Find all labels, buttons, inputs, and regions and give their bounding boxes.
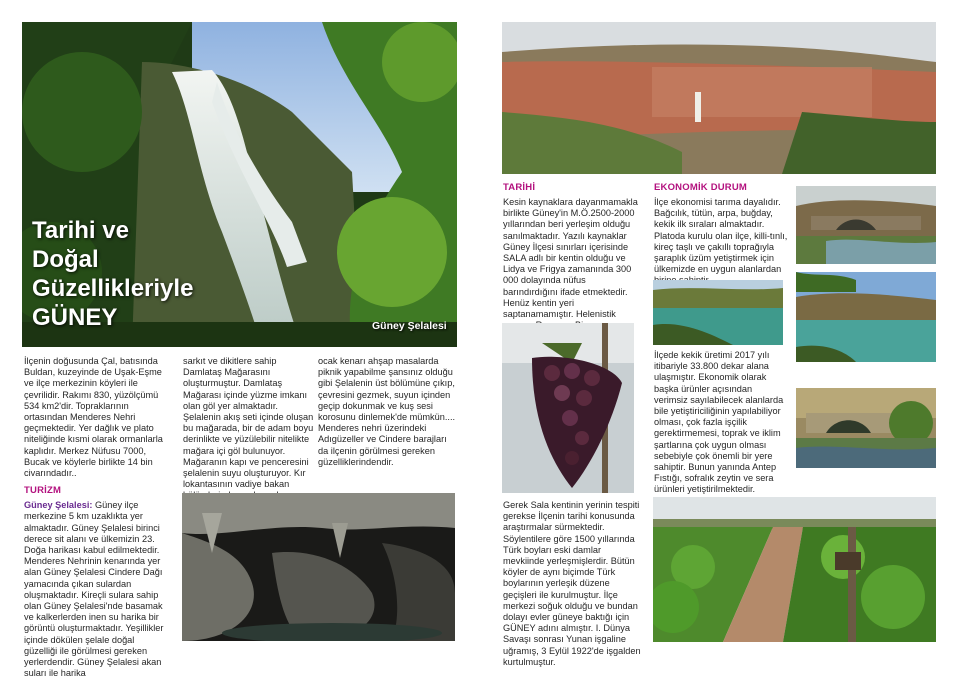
tarihi-heading: TARİHİ (503, 182, 536, 193)
town-panorama-photo (502, 22, 936, 174)
column-3-paragraph: ocak kenarı ahşap masalarda piknik yapabilme şansınız olduğu gibi Şelalenin üst bölümüne çıkıp, çevresini gezmek, suyun içinden geçip dokunmak ve kuş sesi korosunu dinlemek'de mümkün.... Menderes nehri üzerindeki Adıgüzeller ve Cindere barajları da ilçenin görülmesi gereken güzelliklerindendir. (318, 356, 456, 467)
title-line: GÜNEY (32, 304, 118, 331)
photo-caption: Güney Şelalesi (372, 320, 447, 332)
cave-photo (182, 493, 455, 641)
grapes-photo (502, 323, 634, 493)
title-line: Güzellikleriyle (32, 275, 194, 302)
ekonomik-paragraph: İlçe ekonomisi tarıma dayalıdır. Bağcılık, tütün, arpa, buğday, kekik ilk sıraları almaktadır. Platoda kurulu olan ilçe, killi-tınlı, kireç taşlı ve çakıllı toprağıyla şaraplık üzüm yetiştirmek için ülkemizde en uygun alanlardan (654, 197, 788, 275)
stone-bridge-photo (796, 186, 936, 264)
selale-label: Güney Şelalesi: (24, 500, 93, 511)
column-2-paragraph: sarkıt ve dikitlere sahip Damlataş Mağarasını oluşturmuştur. Damlataş Mağarası içinde yüzme imkanı olan göl yer almaktadır. Şelalenin akış seti içinde oluşan bu mağarada, bir de adam boyu derinlikte ve yüzülebilir nitelikte mağara içi göl bulunuyor. Mağaranın kapı ve penceresini şelalenin suyu oluşturuyor. Kır lokantasının vadiye bakan (183, 356, 314, 490)
selale-text: Güney ilçe merkezine 5 km uzaklıkta yer almaktadır. Güney Şelalesi birinci derece sit alanı ve ülkemizin 23. Doğa harikası kabul edilmektedir. Menderes Nehrinin kenarında yer alan Güney Şelalesi Cindere Dağı yamacında çıkan sulardan oluşmaktadır. Kireçli sulara sahip olan Güney Şelalesi'nde basamak ve kalkerlerden inen su harika bir görüntü oluşturmaktadır. Yeşillikler içinde dökülen şelale doğal güzelliği ile görülmesi gereken yerlerdendir. Güney Şelalesi akan suları ile harika (24, 500, 164, 679)
old-bridge-photo (796, 388, 936, 468)
title-line: Doğal (32, 246, 99, 273)
selale-paragraph (24, 500, 170, 679)
vineyard-photo (653, 497, 936, 642)
title-line: Tarihi ve (32, 217, 129, 244)
tarihi-paragraph: Kesin kaynaklara dayanmamakla birlikte Güney'in M.Ö.2500-2000 yıllarından beri yerleşim olduğu sanılmaktadır. Yazılı kaynaklar Güney İlçesi sınırları içerisinde SALA adlı bir kentin olduğu ve Lidya ve Frigya zamanında 300 000 dolayında nüfus barındırdığını ifade etmektedir. Henüz kentin yeri saptanamamıştır. Helenistik (503, 197, 638, 320)
ekonomik-heading: EKONOMİK DURUM (654, 182, 748, 193)
intro-paragraph: İlçenin doğusunda Çal, batısında Buldan, kuzeyinde de Uşak-Eşme ve ilçe merkezinin köyleri ile çevrilidir. Rakımı 830, yüzölçümü 534 km2'dir. Topraklarının ortasından Menderes Nehri geçmektedir. Yer dağlık ve plato niteliğinde kısmi olarak ormanlarla kaplıdır. Merkez Nüfusu 7000, Bucak ve köylerle birlikte 14 bin civarındadır.. (24, 356, 163, 479)
column-1 (24, 356, 170, 679)
page-title (32, 216, 193, 332)
kekik-paragraph: İlçede kekik üretimi 2017 yılı itibariyle 33.800 dekar alana ulaşmıştır. Ekonomik olarak başka ürünler açısından verimsiz sayılabilecek alanlarda bile yetiştiriciliğinin yapılabiliyor olması, çok fazla işçilik gerektirmemesi, toprak ve iklim şartlarına çok uygun olması sebebiyle çok önemli bir yere sahiptir. Bunun yanında Antep Fıstığı, sofralık zeytin ve sera ürünleri yetiştirilmektedir. (654, 350, 784, 495)
sala-paragraph: Gerek Sala kentinin yerinin tespiti gerekse İlçenin tarihi konusunda araştırmalar sürmektedir. Söylentilere göre 1500 yıllarında Türk boyları eski damlar mevkiinde yerleşmişlerdir. Bütün köyler de aynı biçimde Türk boylarının yerleşik düzene geçişleri ile kurulmuştur. İlçe merkezi soğuk olduğu ve bundan dolayı evler güneye baktığı için GÜNEY adını almıştır. I. Dünya Savaşı sonrası Yunan işgaline uğramış, 3 Eylül 1922'de işgalden kurtulmuştur. (503, 500, 641, 667)
reservoir-photo (796, 272, 936, 362)
dam-lake-photo (653, 280, 783, 345)
turizm-heading: TURİZM (24, 485, 62, 497)
